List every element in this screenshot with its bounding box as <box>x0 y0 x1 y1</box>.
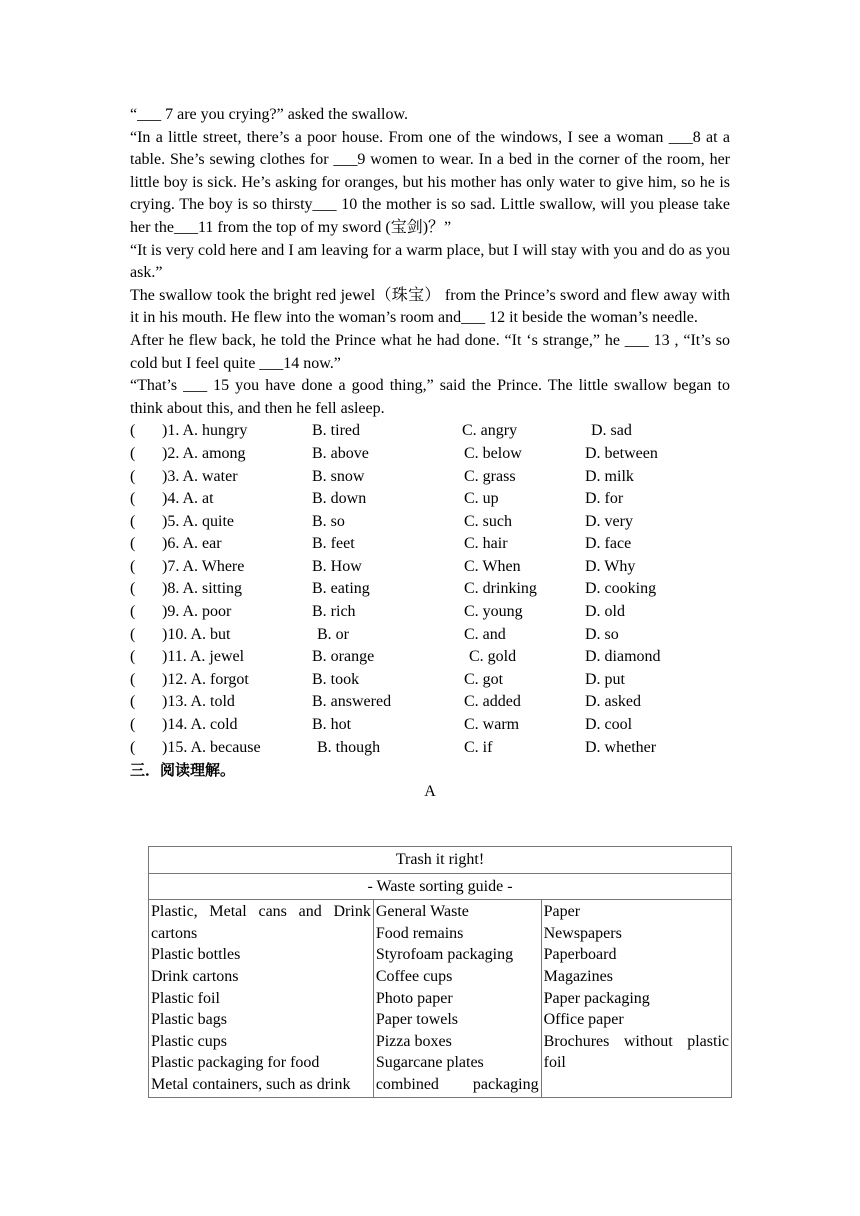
option-row-9 <box>130 601 730 624</box>
table-cell-text: combined packaging <box>375 1075 539 1093</box>
answer-paren[interactable]: ( <box>130 535 136 553</box>
option-d: D. sad <box>591 422 632 440</box>
table-cell-text: Styrofoam packaging <box>375 946 514 964</box>
option-a: )9. A. poor <box>162 603 232 621</box>
table-cell-text: Paper towels <box>375 1011 459 1029</box>
table-cell-text: Office paper <box>543 1011 624 1029</box>
option-c: C. added <box>464 693 521 711</box>
option-c: C. gold <box>469 648 517 666</box>
option-row-2 <box>130 443 730 466</box>
option-b: B. rich <box>312 603 356 621</box>
table-cell-text: Metal containers, such as drink <box>151 1075 351 1093</box>
option-c: C. below <box>464 444 522 462</box>
table-cell-text: Photo paper <box>375 989 453 1007</box>
option-row-13 <box>130 691 730 714</box>
answer-paren[interactable]: ( <box>130 490 136 508</box>
table-cell-text: Paperboard <box>543 946 617 964</box>
option-d: D. very <box>585 512 633 530</box>
option-a: )10. A. but <box>162 625 231 643</box>
option-a: )11. A. jewel <box>162 648 245 666</box>
option-d: D. old <box>585 603 625 621</box>
answer-paren[interactable]: ( <box>130 693 136 711</box>
passage-paragraph-5: After he flew back, he told the Prince what he had done. “It ‘s strange,” he ___ 13 , “It’s so cold but I feel quite ___14 now.” <box>130 331 730 372</box>
option-b: B. eating <box>312 580 370 598</box>
answer-paren[interactable]: ( <box>130 670 136 688</box>
option-d: D. diamond <box>585 648 661 666</box>
column-paper <box>541 900 731 1097</box>
option-a: )6. A. ear <box>162 535 222 553</box>
table-cell-text: Paper packaging <box>543 989 650 1007</box>
option-row-8 <box>130 578 730 601</box>
passage-paragraph-2: “In a little street, there’s a poor house. From one of the windows, I see a woman ___8 at a table. She’s sewing clothes for ___9 women to wear. In a bed in the corner of the room, her little boy is sick. He’s asking for oranges, but his mother has only water to give him, so he is crying. The boy is so thirsty___ 10 the mother is so sad. Little swallow, will you please take her the___11 from the top of my sword (宝剑)？” <box>130 128 730 236</box>
table-cell-text: Brochures without plastic foil <box>543 1032 729 1072</box>
table-cell-text: Plastic, Metal cans and Drink cartons <box>151 903 371 942</box>
table-cell-text: Newspapers <box>543 924 622 942</box>
option-b: B. answered <box>312 693 392 711</box>
passage-paragraph-6: “That’s ___ 15 you have done a good thing,” said the Prince. The little swallow began to think about this, and then he fell asleep. <box>130 377 730 417</box>
option-d: D. cool <box>585 716 633 734</box>
column-general-waste <box>373 900 541 1097</box>
table-cell-text: Plastic bags <box>151 1011 227 1029</box>
option-c: C. up <box>464 490 499 508</box>
option-a: )4. A. at <box>162 490 214 508</box>
option-row-1 <box>130 420 730 443</box>
option-d: D. whether <box>585 738 657 756</box>
option-d: D. between <box>585 444 658 462</box>
option-a: )14. A. cold <box>162 716 238 734</box>
option-d: D. asked <box>585 693 641 711</box>
option-a: )1. A. hungry <box>162 422 248 440</box>
option-d: D. for <box>585 490 624 508</box>
answer-paren[interactable]: ( <box>130 603 136 621</box>
option-a: )8. A. sitting <box>162 580 243 598</box>
table-cell-text: Plastic cups <box>151 1032 227 1050</box>
table-subtitle: - Waste sorting guide - <box>149 873 732 900</box>
option-row-10 <box>130 624 730 647</box>
answer-paren[interactable]: ( <box>130 557 136 575</box>
option-c: C. drinking <box>464 580 537 598</box>
option-a: )3. A. water <box>162 467 238 485</box>
option-row-6 <box>130 533 730 556</box>
option-row-14 <box>130 714 730 737</box>
answer-paren[interactable]: ( <box>130 738 136 756</box>
table-cell-text: Paper <box>543 903 581 921</box>
table-cell-text: Pizza boxes <box>375 1032 452 1050</box>
passage-paragraph-3: “It is very cold here and I am leaving for a warm place, but I will stay with you and do as you ask.” <box>130 241 730 282</box>
option-b: B. hot <box>312 716 352 734</box>
option-d: D. Why <box>585 557 636 575</box>
option-b: B. above <box>312 444 369 462</box>
waste-sorting-table <box>148 846 732 1098</box>
table-cell-text: Plastic packaging for food <box>151 1054 320 1072</box>
answer-paren[interactable]: ( <box>130 444 136 462</box>
option-b: B. down <box>312 490 367 508</box>
option-b: B. feet <box>312 535 355 553</box>
option-b: B. or <box>317 625 349 643</box>
section-title: 三．阅读理解。 <box>130 761 236 780</box>
option-d: D. face <box>585 535 632 553</box>
option-d: D. put <box>585 670 625 688</box>
table-cell-text: Plastic foil <box>151 989 220 1007</box>
option-b: B. though <box>317 738 381 756</box>
option-d: D. cooking <box>585 580 657 598</box>
option-c: C. young <box>464 603 523 621</box>
option-d: D. milk <box>585 467 634 485</box>
option-row-7 <box>130 556 730 579</box>
option-d: D. so <box>585 625 619 643</box>
table-cell-text: Coffee cups <box>375 967 453 985</box>
option-row-3 <box>130 466 730 489</box>
passage-line-1: “___ 7 are you crying?” asked the swallow. <box>130 106 408 123</box>
option-row-5 <box>130 511 730 534</box>
option-row-4 <box>130 488 730 511</box>
passage-paragraph-4: The swallow took the bright red jewel（珠宝） from the Prince’s sword and flew away with it in his mouth. He flew into the woman’s room and___ 12 it beside the woman’s needle. <box>130 286 730 327</box>
option-row-11 <box>130 646 730 669</box>
answer-paren[interactable]: ( <box>130 422 136 440</box>
answer-paren[interactable]: ( <box>130 467 136 485</box>
option-a: )12. A. forgot <box>162 670 249 688</box>
answer-paren[interactable]: ( <box>130 512 136 530</box>
table-cell-text: General Waste <box>375 903 469 921</box>
table-cell-text: Food remains <box>375 924 464 942</box>
option-b: B. snow <box>312 467 365 485</box>
answer-paren[interactable]: ( <box>130 648 136 666</box>
option-c: C. grass <box>464 467 516 485</box>
document-page <box>130 104 730 803</box>
options-list <box>130 420 730 759</box>
option-c: C. When <box>464 557 521 575</box>
option-c: C. and <box>464 625 506 643</box>
option-a: )2. A. among <box>162 444 246 462</box>
option-row-12 <box>130 669 730 692</box>
option-c: C. got <box>464 670 504 688</box>
table-title: Trash it right! <box>149 847 732 874</box>
answer-paren[interactable]: ( <box>130 716 136 734</box>
option-row-15 <box>130 737 730 760</box>
option-c: C. such <box>464 512 512 530</box>
option-c: C. angry <box>462 422 518 440</box>
option-c: C. hair <box>464 535 508 553</box>
option-b: B. took <box>312 670 360 688</box>
option-b: B. How <box>312 557 362 575</box>
option-a: )5. A. quite <box>162 512 234 530</box>
passage-label: A <box>424 783 436 801</box>
option-a: )7. A. Where <box>162 557 245 575</box>
option-b: B. tired <box>312 422 360 440</box>
option-b: B. orange <box>312 648 375 666</box>
table-cell-text: Plastic bottles <box>151 946 241 964</box>
answer-paren[interactable]: ( <box>130 625 136 643</box>
option-a: )15. A. because <box>162 738 261 756</box>
option-b: B. so <box>312 512 345 530</box>
table-cell-text: Drink cartons <box>151 967 239 985</box>
column-plastic-metal <box>149 900 374 1097</box>
table-cell-text: Magazines <box>543 967 613 985</box>
option-a: )13. A. told <box>162 693 235 711</box>
answer-paren[interactable]: ( <box>130 580 136 598</box>
option-c: C. warm <box>464 716 520 734</box>
table-cell-text: Sugarcane plates <box>375 1054 484 1072</box>
option-c: C. if <box>464 738 493 756</box>
